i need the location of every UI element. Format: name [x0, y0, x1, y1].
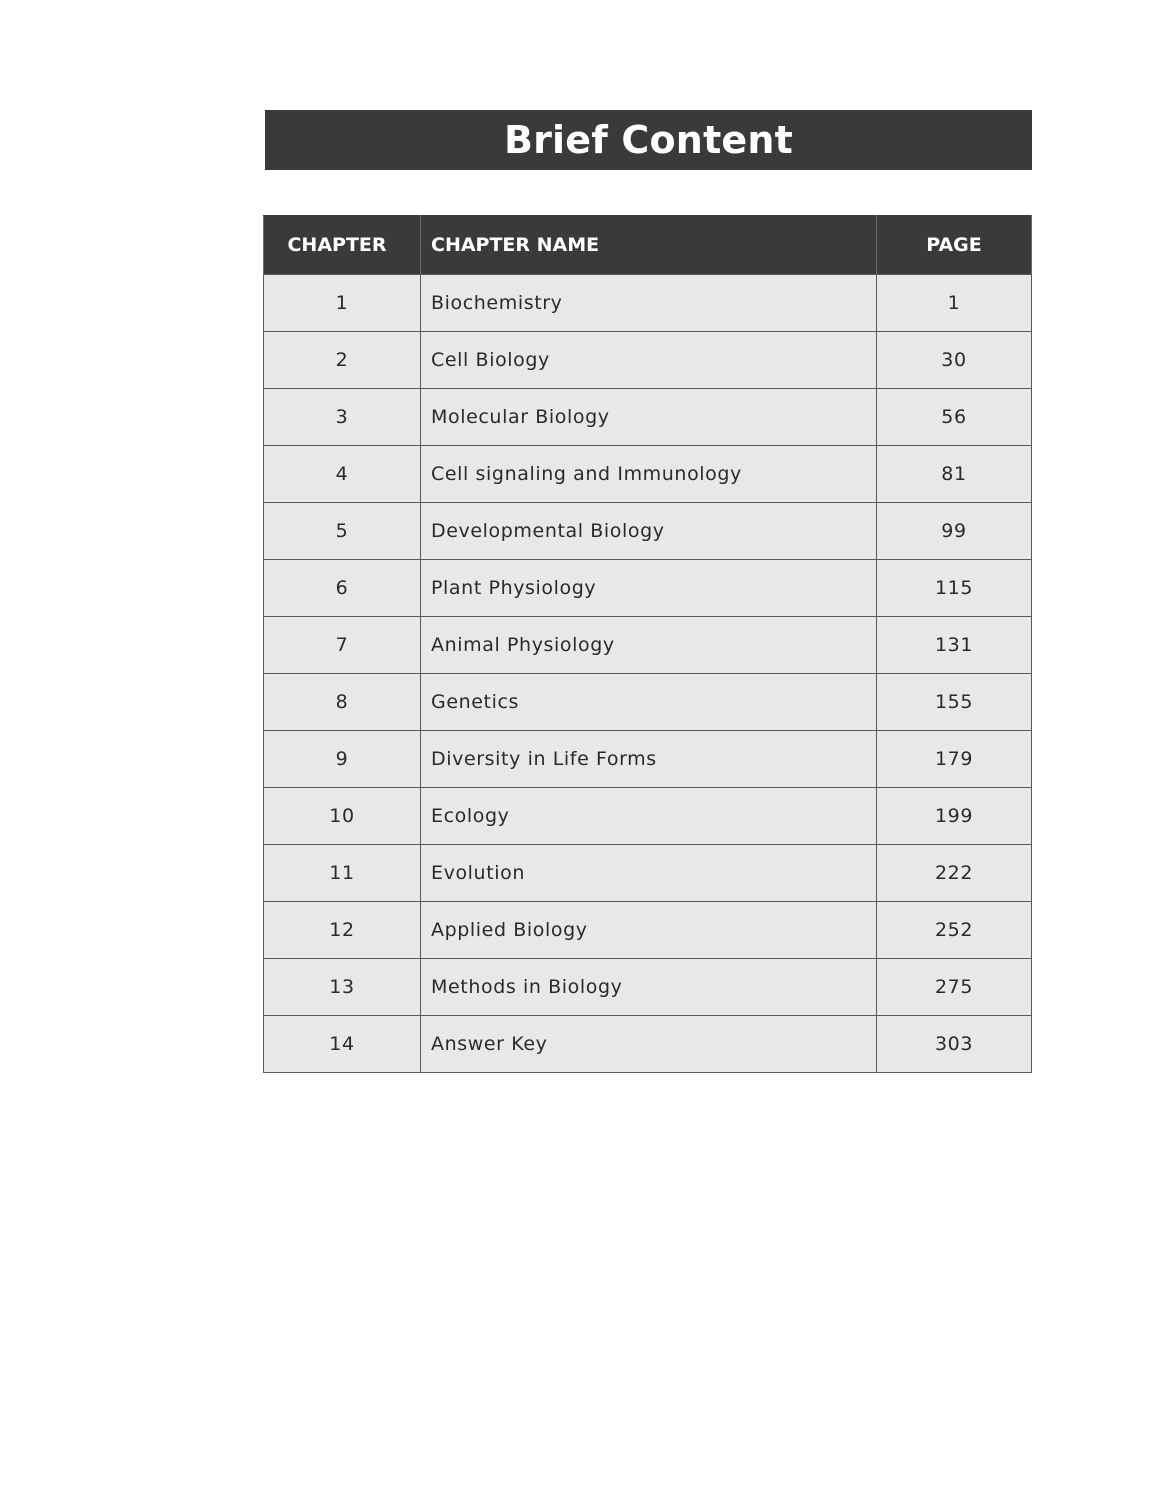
- chapter-name: Genetics: [421, 674, 877, 731]
- chapter-number: 10: [264, 788, 421, 845]
- chapter-name: Answer Key: [421, 1016, 877, 1073]
- page-number: 303: [877, 1016, 1032, 1073]
- chapter-number: 6: [264, 560, 421, 617]
- table-row: [264, 674, 1032, 731]
- page-number: 131: [877, 617, 1032, 674]
- table-row: [264, 332, 1032, 389]
- table-body: [264, 275, 1032, 1073]
- chapter-name: Cell Biology: [421, 332, 877, 389]
- column-header-chapter: CHAPTER: [264, 216, 421, 275]
- chapter-number: 3: [264, 389, 421, 446]
- chapter-number: 8: [264, 674, 421, 731]
- table-row: [264, 446, 1032, 503]
- table-row: [264, 902, 1032, 959]
- chapter-number: 11: [264, 845, 421, 902]
- table-row: [264, 731, 1032, 788]
- chapter-number: 12: [264, 902, 421, 959]
- table-row: [264, 560, 1032, 617]
- table-row: [264, 845, 1032, 902]
- page-number: 252: [877, 902, 1032, 959]
- page-number: 1: [877, 275, 1032, 332]
- chapter-name: Cell signaling and Immunology: [421, 446, 877, 503]
- chapter-number: 5: [264, 503, 421, 560]
- page-number: 275: [877, 959, 1032, 1016]
- table-row: [264, 617, 1032, 674]
- page-number: 155: [877, 674, 1032, 731]
- chapter-number: 9: [264, 731, 421, 788]
- table-header: [264, 216, 1032, 275]
- contents-table: [263, 215, 1032, 1073]
- chapter-number: 2: [264, 332, 421, 389]
- title-bar: [265, 110, 1032, 170]
- page-number: 199: [877, 788, 1032, 845]
- table-row: [264, 503, 1032, 560]
- chapter-name: Evolution: [421, 845, 877, 902]
- chapter-name: Developmental Biology: [421, 503, 877, 560]
- page-number: 81: [877, 446, 1032, 503]
- chapter-name: Biochemistry: [421, 275, 877, 332]
- chapter-number: 7: [264, 617, 421, 674]
- column-header-page: PAGE: [877, 216, 1032, 275]
- chapter-name: Diversity in Life Forms: [421, 731, 877, 788]
- table-row: [264, 389, 1032, 446]
- header-row: [264, 216, 1032, 275]
- table-row: [264, 788, 1032, 845]
- chapter-name: Animal Physiology: [421, 617, 877, 674]
- chapter-name: Ecology: [421, 788, 877, 845]
- table-row: [264, 1016, 1032, 1073]
- chapter-name: Applied Biology: [421, 902, 877, 959]
- chapter-name: Molecular Biology: [421, 389, 877, 446]
- page-number: 179: [877, 731, 1032, 788]
- page-number: 115: [877, 560, 1032, 617]
- table-row: [264, 275, 1032, 332]
- page-title: Brief Content: [503, 118, 794, 162]
- chapter-number: 1: [264, 275, 421, 332]
- chapter-number: 14: [264, 1016, 421, 1073]
- page-number: 222: [877, 845, 1032, 902]
- chapter-number: 13: [264, 959, 421, 1016]
- chapter-name: Methods in Biology: [421, 959, 877, 1016]
- column-header-chapter-name: CHAPTER NAME: [421, 216, 877, 275]
- page-number: 99: [877, 503, 1032, 560]
- chapter-name: Plant Physiology: [421, 560, 877, 617]
- page-number: 56: [877, 389, 1032, 446]
- table-row: [264, 959, 1032, 1016]
- page-number: 30: [877, 332, 1032, 389]
- chapter-number: 4: [264, 446, 421, 503]
